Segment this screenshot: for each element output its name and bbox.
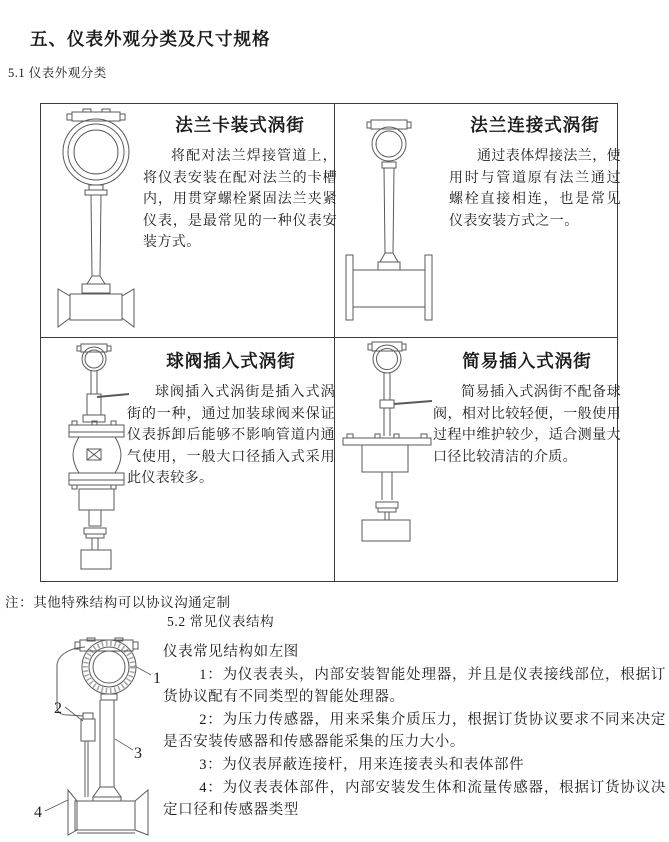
diagram-label-3: 3 bbox=[134, 745, 142, 762]
table-cell-ball-valve-insertion bbox=[41, 338, 335, 581]
table-cell-flange-connection bbox=[335, 104, 621, 338]
cell-title-simple-insertion: 简易插入式涡街 bbox=[462, 351, 592, 371]
cell-title-flange-connection: 法兰连接式涡街 bbox=[470, 115, 600, 135]
table-cell-simple-insertion bbox=[335, 338, 621, 581]
table-cell-flange-clamp bbox=[41, 104, 335, 338]
structure-item-1: 1：为仪表表头，内部安装智能处理器，并且是仪表接线部位，根据订货协议配有不同类型的智能处理器。 bbox=[163, 666, 666, 706]
cell-body-ball-valve-insertion: 球阀插入式涡街是插入式涡街的一种，通过加装球阀来保证仪表拆卸后能够不影响管道内通气使用，一般大口径插入式采用此仪表较多。 bbox=[127, 385, 335, 486]
diagram-label-1: 1 bbox=[153, 670, 161, 687]
classification-table bbox=[40, 103, 621, 582]
structure-item-2: 2：为压力传感器，用来采集介质压力，根据订货协议要求不同来决定是否安装传感器和传感器能采集的压力大小。 bbox=[163, 711, 666, 751]
flange-clamp-vortex-drawing bbox=[55, 108, 137, 334]
diagram-label-4: 4 bbox=[34, 804, 42, 821]
cell-body-flange-connection: 通过表体焊接法兰，使用时与管道原有法兰通过螺栓直接相连，也是常见仪表安装方式之一。 bbox=[449, 149, 621, 229]
cell-body-simple-insertion: 简易插入式涡街不配备球阀，相对比较轻便，一般使用过程中维护较少，适合测量大口径比较清洁的介质。 bbox=[433, 385, 621, 465]
structure-description bbox=[163, 641, 666, 822]
diagram-label-2: 2 bbox=[54, 700, 62, 717]
section-5-2-heading: 5.2 常见仪表结构 bbox=[167, 614, 275, 629]
page-title: 五、仪表外观分类及尺寸规格 bbox=[30, 28, 271, 49]
cell-body-flange-clamp: 将配对法兰焊接管道上，将仪表安装在配对法兰的卡槽内，用贯穿螺栓紧固法兰夹紧仪表，是最常见的一种仪表安装方式。 bbox=[143, 149, 337, 250]
structure-item-3: 3：为仪表屏蔽连接杆，用来连接表头和表体部件 bbox=[199, 756, 525, 773]
cell-title-flange-clamp: 法兰卡装式涡街 bbox=[175, 115, 305, 135]
structure-intro: 仪表常见结构如左图 bbox=[163, 644, 299, 660]
note-text: 注：其他特殊结构可以协议沟通定制 bbox=[5, 595, 231, 610]
section-5-1-heading: 5.1 仪表外观分类 bbox=[8, 66, 107, 80]
structure-item-4: 4：为仪表表体部件，内部安装发生体和流量传感器，根据订货协议决定口径和传感器类型 bbox=[163, 779, 666, 819]
cell-title-ball-valve-insertion: 球阀插入式涡街 bbox=[166, 351, 296, 371]
instrument-structure-diagram bbox=[25, 637, 175, 842]
flange-connection-vortex-drawing bbox=[343, 118, 435, 323]
ball-valve-insertion-vortex-drawing bbox=[61, 342, 133, 574]
simple-insertion-vortex-drawing bbox=[338, 340, 436, 570]
